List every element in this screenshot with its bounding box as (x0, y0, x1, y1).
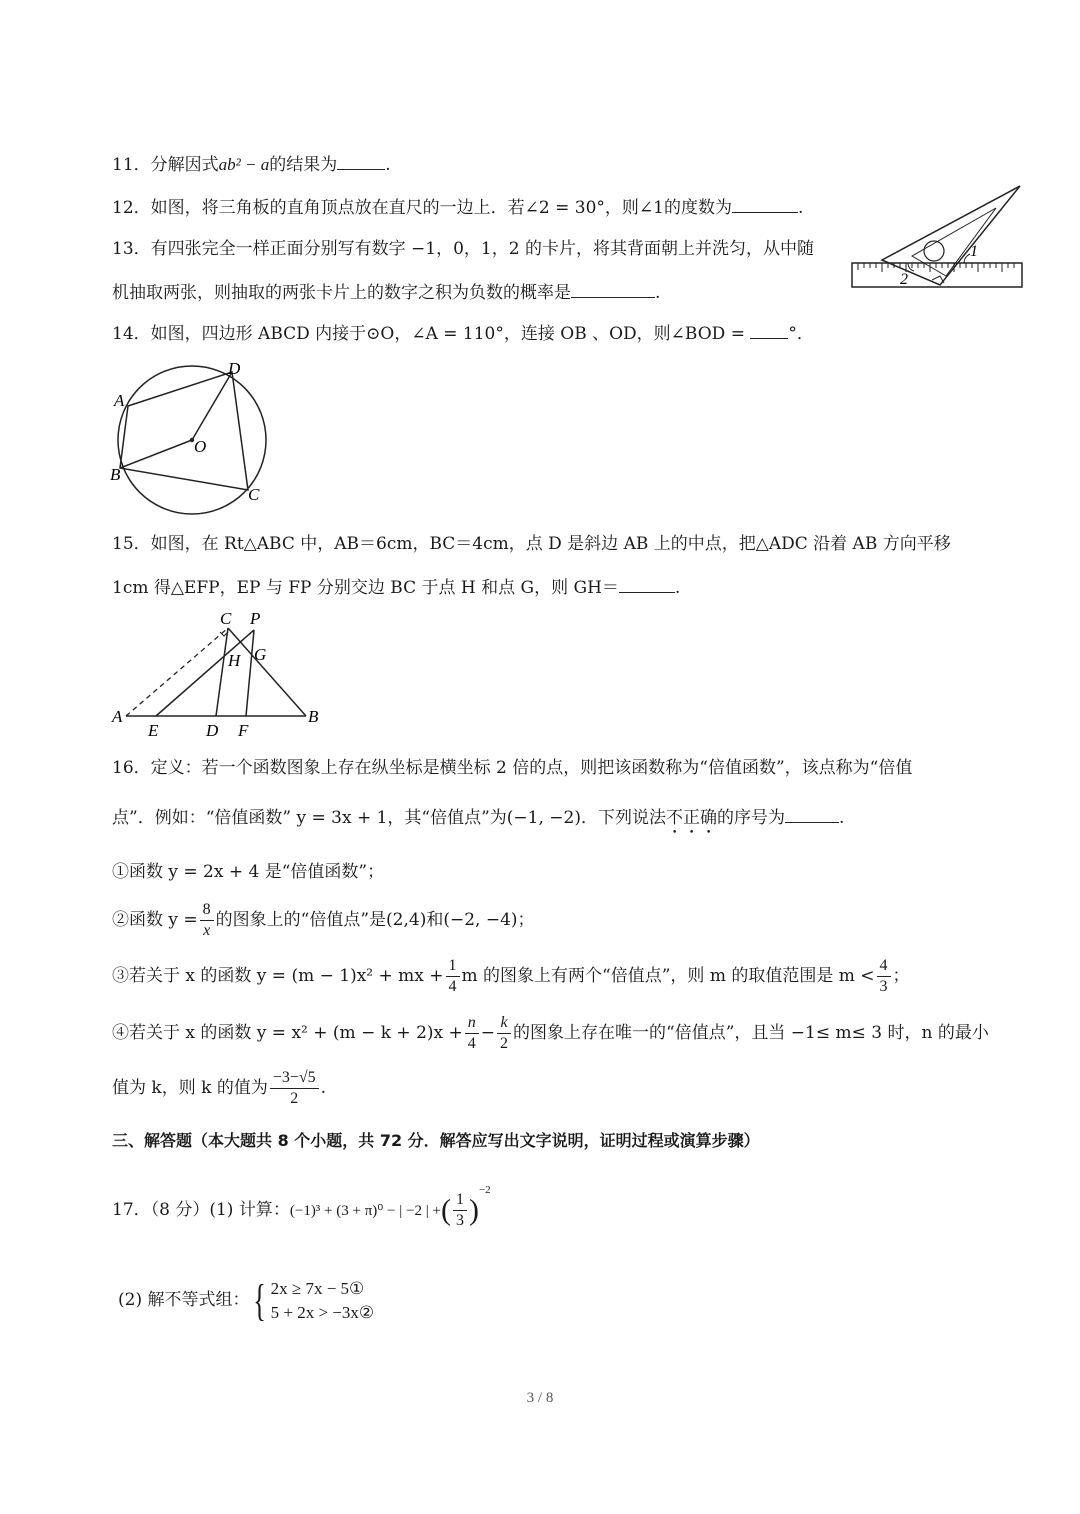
question-15-line2 (112, 576, 680, 599)
angle-2-label: 2 (900, 271, 908, 288)
q17-fraction: $\frac{1}{3}$ (453, 1190, 467, 1231)
q11-expression: ab² − a (218, 155, 270, 174)
q11-answer-blank (337, 153, 385, 170)
q14-answer-blank (750, 322, 788, 339)
q16-option-4 (112, 1011, 989, 1055)
q16-opt3-fraction-1: $\frac{1}{4}$ (446, 956, 460, 997)
question-12 (112, 196, 803, 219)
section-3-heading: 三、解答题（本大题共 8 个小题，共 72 分．解答应写出文字说明，证明过程或演算步骤） (112, 1131, 760, 1150)
label-b: B (308, 707, 319, 726)
inequality-1: 2x ≥ 7x − 5① (270, 1278, 365, 1298)
q16-opt4-fraction-1: $\frac{n}{4}$ (465, 1013, 479, 1054)
q17-part1-label: （8 分）(1) 计算： (150, 1200, 290, 1220)
q16-opt4-fraction-2: $\frac{k}{2}$ (497, 1013, 511, 1054)
dashed-ac (126, 628, 228, 716)
label-b: B (110, 465, 121, 484)
figure-q15-triangles (108, 604, 328, 744)
q16-opt4-minus: − (480, 1023, 495, 1043)
label-a: A (114, 391, 125, 410)
figure-q12-ruler-triangle (848, 180, 1028, 295)
question-17-part-1: 17．（8 分）(1) 计算：(−1)³ + (3 + π)⁰ − | −2 | +( $\frac{1}{3}$ )$^{-2}$ (112, 1184, 491, 1229)
q16-opt2-pre: ②函数 y = (112, 910, 198, 930)
angle-1-label: 1 (970, 243, 978, 260)
q11-pre: 分解因式 (150, 155, 219, 175)
q16-opt3-mid: m 的图象上有两个“倍值点”，则 m 的取值范围是 m < (461, 966, 875, 986)
q16-opt2-post: 的图象上的“倍值点”是(2,4)和(−2, −4)； (215, 910, 535, 930)
q15-answer-blank (619, 576, 675, 593)
question-16-line2 (112, 806, 844, 838)
label-d: D (206, 721, 219, 740)
label-f: F (238, 721, 249, 740)
q15-line2: 1cm 得△EFP，EP 与 FP 分别交边 BC 于点 H 和点 G，则 GH＝ (112, 578, 619, 598)
label-p: P (250, 609, 261, 628)
q14-number: 14． (112, 324, 151, 344)
quadrilateral-abcd (120, 372, 248, 490)
q17-part2-label: (2) 解不等式组： (118, 1290, 250, 1310)
q16-option-3 (112, 954, 910, 998)
q15-number: 15． (112, 534, 151, 554)
q16-opt4-fraction-3: $\frac{-3-√5}{2}$ (270, 1068, 319, 1109)
q16-line2-pre: 点”．例如：“倍值函数” y = 3x + 1，其“倍值点”为(−1, −2)．下列说法 (112, 808, 666, 828)
q15-line1: 如图，在 Rt△ABC 中，AB＝6cm，BC＝4cm，点 D 是斜边 AB 上的中点，把△ADC 沿着 AB 方向平移 (150, 534, 951, 554)
segment-fp (246, 630, 254, 716)
system-brace: { (253, 1275, 267, 1325)
label-c: C (220, 609, 232, 628)
question-16-line1 (112, 757, 912, 779)
question-15-line1 (112, 533, 951, 555)
q11-post: 的结果为 (269, 155, 338, 175)
segment-cd (216, 628, 228, 716)
q16-option-1-text: ①函数 y = 2x + 4 是“倍值函数”； (112, 862, 385, 882)
q16-opt2-fraction: $\frac{8}{x}$ (200, 900, 214, 941)
segment-od (192, 372, 232, 440)
question-13-line2 (112, 281, 660, 304)
figure-q14-circle (106, 358, 276, 518)
q16-opt3-fraction-2: $\frac{4}{3}$ (877, 956, 891, 997)
q16-option-2 (112, 898, 535, 942)
q16-option-4-line2 (112, 1066, 326, 1110)
q17-part1-expression: (−1)³ + (3 + π)⁰ − | −2 | + (289, 1203, 441, 1219)
q12-end: . (797, 198, 804, 218)
segment-ep (156, 630, 254, 716)
q16-opt3-end: ； (892, 966, 910, 986)
q16-option-1 (112, 861, 384, 883)
q16-line1: 定义：若一个函数图象上存在纵坐标是横坐标 2 倍的点，则把该函数称为“倍值函数”，该点称为“倍值 (150, 758, 913, 778)
question-11 (112, 153, 391, 176)
question-13-line1 (112, 238, 814, 260)
q14-end: °． (788, 324, 814, 344)
label-d: D (228, 359, 241, 378)
q11-end: . (385, 155, 391, 175)
label-c: C (248, 485, 260, 504)
q16-end: . (838, 808, 845, 828)
q13-line1: 有四张完全一样正面分别写有数字 −1，0，1，2 的卡片，将其背面朝上并洗匀，从中随 (150, 239, 814, 259)
q17-number: 17． (112, 1200, 151, 1220)
inequality-system (271, 1277, 375, 1325)
q16-line2-post: 的序号为 (716, 808, 785, 828)
q13-answer-blank (571, 281, 655, 298)
q13-end: . (655, 283, 661, 303)
label-g: G (254, 645, 267, 664)
q13-line2: 机抽取两张，则抽取的两张卡片上的数字之积为负数的概率是 (112, 283, 571, 303)
label-h: H (228, 651, 241, 670)
segment-ob (120, 440, 192, 468)
q14-text: 如图，四边形 ABCD 内接于⊙O，∠A = 110°，连接 OB 、OD，则∠BOD = (150, 324, 751, 344)
page-number: 3 / 8 (526, 1390, 554, 1406)
label-o: O (194, 437, 207, 456)
q12-text: 如图，将三角板的直角顶点放在直尺的一边上．若∠2 = 30°，则∠1的度数为 (150, 198, 732, 218)
q16-opt4-line2-pre: 值为 k，则 k 的值为 (112, 1078, 268, 1098)
q16-opt3-pre: ③若关于 x 的函数 y = (m − 1)x² + mx + (112, 966, 444, 986)
question-14 (112, 322, 814, 345)
inequality-2: 5 + 2x > −3x② (270, 1302, 375, 1322)
q11-number: 11． (112, 155, 151, 175)
q16-emphasis: 不正确 (665, 808, 717, 828)
label-e: E (148, 721, 159, 740)
q17-exponent: −2 (478, 1184, 491, 1196)
q16-answer-blank (785, 806, 839, 823)
q13-number: 13． (112, 239, 151, 259)
question-17-part-2 (118, 1272, 374, 1328)
q16-opt4-pre: ④若关于 x 的函数 y = x² + (m − k + 2)x + (112, 1023, 463, 1043)
set-square-inner (912, 208, 996, 276)
segment-cb (228, 628, 306, 716)
q16-opt4-post: 的图象上存在唯一的“倍值点”，且当 −1≤ m≤ 3 时，n 的最小 (513, 1023, 989, 1043)
q12-number: 12． (112, 198, 151, 218)
label-a: A (112, 707, 123, 726)
q12-answer-blank (732, 196, 798, 213)
q16-opt4-end: . (320, 1078, 327, 1098)
q15-end: . (674, 578, 681, 598)
q16-number: 16． (112, 758, 151, 778)
